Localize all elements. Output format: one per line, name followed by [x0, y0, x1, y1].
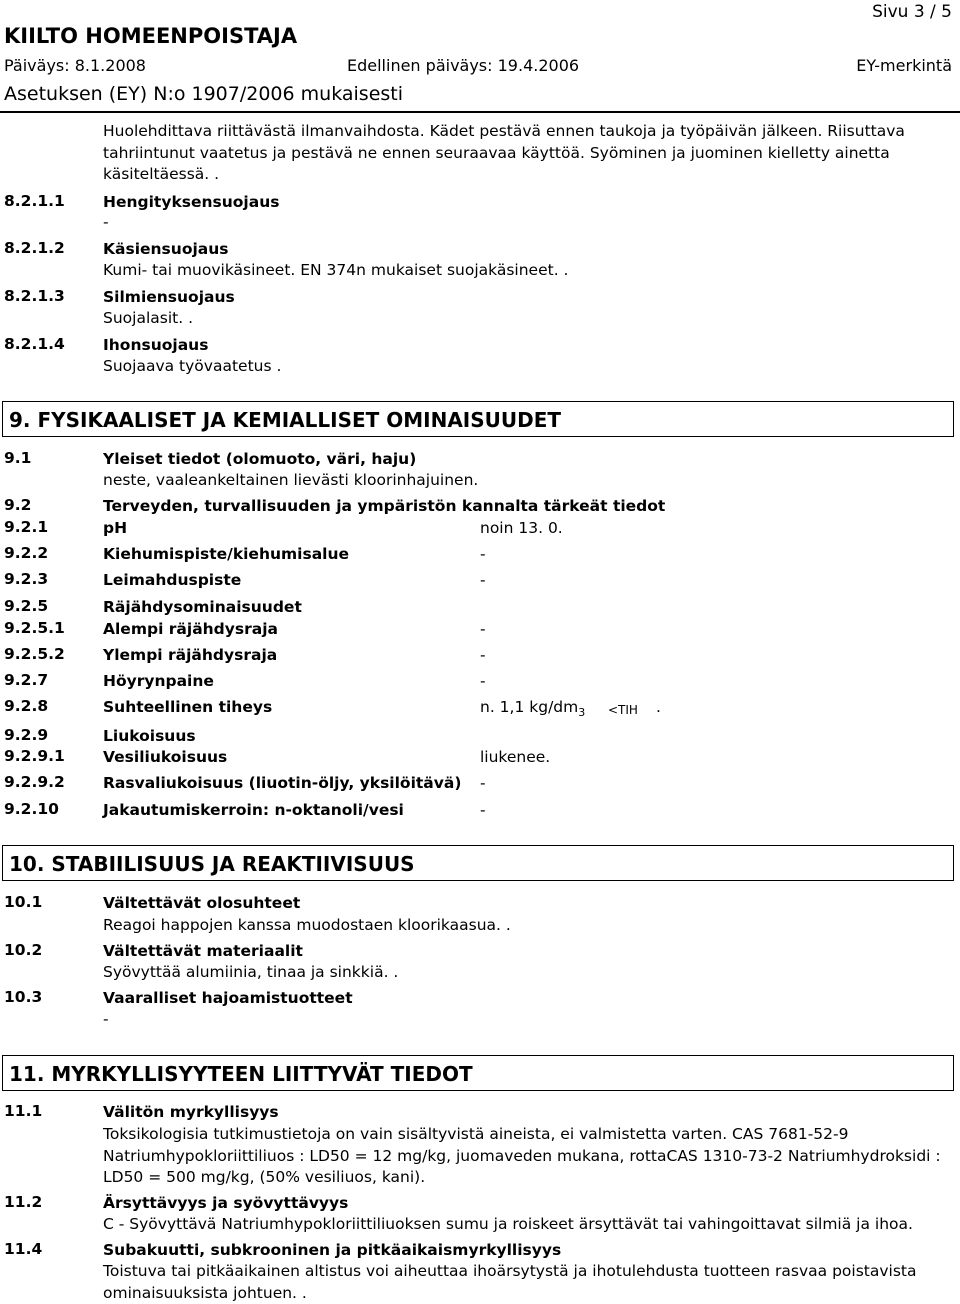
sec11-item-title: Ärsyttävyys ja syövyttävyys	[103, 1194, 349, 1212]
sec9-1-text: neste, vaaleankeltainen lievästi kloorinhajuinen.	[103, 471, 479, 489]
sec8-item-text: Suojalasit. .	[103, 309, 193, 327]
density-extra: <TIH	[608, 703, 638, 717]
property-label: Ylempi räjähdysraja	[103, 646, 278, 664]
density-value: n. 1,1 kg/dm	[480, 698, 579, 716]
sec11-item-num: 11.2	[4, 1193, 43, 1211]
property-num: 9.2.5	[4, 597, 49, 615]
sec10-item-num: 10.1	[4, 893, 43, 911]
sec8-item-num: 8.2.1.3	[4, 287, 65, 305]
property-label: Kiehumispiste/kiehumisalue	[103, 545, 350, 563]
property-label: Alempi räjähdysraja	[103, 620, 278, 638]
property-num: 9.2.3	[4, 570, 49, 588]
sec10-item-title: Vältettävät olosuhteet	[103, 894, 301, 912]
sec8-item-text: Suojaava työvaatetus .	[103, 357, 282, 375]
sec8-item-title: Käsiensuojaus	[103, 240, 229, 258]
sec11-item-text: Toksikologisia tutkimustietoja on vain sisältyvistä aineista, ei valmistetta varten. CAS 7681-52-9 Natriumhypokloriittiliuos : LD50 = 12 mg/kg, juomaveden mukana, rottaCAS 1310-73-2 Natriumhydroksidi : LD50 = 500 mg/kg, (50% vesiliuos, kani).	[103, 1125, 941, 1186]
sec9-1-num: 9.1	[4, 449, 32, 467]
property-num: 9.2.9	[4, 726, 49, 744]
sec11-item-title: Välitön myrkyllisyys	[103, 1103, 279, 1121]
sec8-item-title: Hengityksensuojaus	[103, 193, 280, 211]
property-num: 9.2.5.2	[4, 645, 65, 663]
property-num: 9.2.9.2	[4, 773, 65, 791]
property-value: -	[480, 571, 486, 589]
property-value: -	[480, 545, 486, 563]
property-num: 9.2.5.1	[4, 619, 65, 637]
property-value: -	[480, 801, 486, 819]
ec-marking: EY-merkintä	[856, 56, 952, 75]
property-value: noin 13. 0.	[480, 519, 563, 537]
property-value: -	[480, 672, 486, 690]
section-10-heading: 10. STABIILISUUS JA REAKTIIVISUUS	[2, 845, 954, 881]
sec11-item-text: C - Syövyttävä Natriumhypokloriittiliuoksen sumu ja roiskeet ärsyttävät tai vahingoittavat silmiä ja ihoa.	[103, 1215, 913, 1233]
density-superscript: 3	[578, 706, 586, 719]
property-label: Räjähdysominaisuudet	[103, 598, 302, 616]
density-extra-end: .	[656, 698, 661, 716]
property-num: 9.2.2	[4, 544, 49, 562]
property-label: Suhteellinen tiheys	[103, 698, 273, 716]
property-label: Rasvaliukoisuus (liuotin-öljy, yksilöitävä)	[103, 774, 462, 792]
sec8-item-num: 8.2.1.2	[4, 239, 65, 257]
product-name: KIILTO HOMEENPOISTAJA	[4, 24, 298, 48]
section-11-heading: 11. MYRKYLLISYYTEEN LIITTYVÄT TIEDOT	[2, 1055, 954, 1091]
sec8-intro: Huolehdittava riittävästä ilmanvaihdosta. Kädet pestävä ennen taukoja ja työpäivän jälkeen. Riisuttava tahriintunut vaatetus ja pestävä ne ennen seuraavaa käyttöä. Syöminen ja juominen kielletty ainetta käsiteltäessä. .	[103, 122, 905, 183]
property-value: liukenee.	[480, 748, 551, 766]
sec11-item-text: Toistuva tai pitkäaikainen altistus voi aiheuttaa ihoärsytystä ja ihotulehdusta tuotteen rasvaa poistavista ominaisuuksista johtuen. .	[103, 1262, 917, 1302]
property-num: 9.2.8	[4, 697, 49, 715]
sec8-item-title: Silmiensuojaus	[103, 288, 235, 306]
sec10-item-text: -	[103, 1010, 109, 1028]
sec10-item-num: 10.3	[4, 988, 43, 1006]
sec10-item-text: Syövyttää alumiinia, tinaa ja sinkkiä. .	[103, 963, 399, 981]
property-value: -	[480, 646, 486, 664]
sec8-item-text: Kumi- tai muovikäsineet. EN 374n mukaiset suojakäsineet. .	[103, 261, 569, 279]
property-label: Liukoisuus	[103, 727, 196, 745]
sec10-item-text: Reagoi happojen kanssa muodostaen kloorikaasua. .	[103, 916, 511, 934]
property-label: Höyrynpaine	[103, 672, 214, 690]
page-number: Sivu 3 / 5	[872, 2, 952, 22]
sec9-1-title: Yleiset tiedot (olomuoto, väri, haju)	[103, 450, 417, 468]
property-num: 9.2.7	[4, 671, 49, 689]
sec10-item-title: Vältettävät materiaalit	[103, 942, 303, 960]
property-num: 9.2.9.1	[4, 747, 65, 765]
property-value: -	[480, 620, 486, 638]
property-label: Leimahduspiste	[103, 571, 242, 589]
date: Päiväys: 8.1.2008	[4, 56, 146, 75]
previous-date: Edellinen päiväys: 19.4.2006	[347, 56, 580, 75]
property-num: 9.2.1	[4, 518, 49, 536]
section-9-heading: 9. FYSIKAALISET JA KEMIALLISET OMINAISUUDET	[2, 401, 954, 437]
property-num: 9.2.10	[4, 800, 59, 818]
sec11-item-title: Subakuutti, subkrooninen ja pitkäaikaismyrkyllisyys	[103, 1241, 562, 1259]
property-label: pH	[103, 519, 128, 537]
regulation: Asetuksen (EY) N:o 1907/2006 mukaisesti	[4, 83, 404, 105]
sec9-2-title: Terveyden, turvallisuuden ja ympäristön kannalta tärkeät tiedot	[103, 497, 666, 515]
property-label: Jakautumiskerroin: n-oktanoli/vesi	[103, 801, 404, 819]
sec8-item-num: 8.2.1.1	[4, 192, 65, 210]
sec10-item-title: Vaaralliset hajoamistuotteet	[103, 989, 353, 1007]
header-divider	[0, 111, 960, 113]
property-label: Vesiliukoisuus	[103, 748, 228, 766]
sec8-item-title: Ihonsuojaus	[103, 336, 209, 354]
sec11-item-num: 11.1	[4, 1102, 43, 1120]
property-value: -	[480, 774, 486, 792]
property-value	[480, 697, 585, 723]
sec9-2-num: 9.2	[4, 496, 32, 514]
sec8-item-num: 8.2.1.4	[4, 335, 65, 353]
sec8-item-text: -	[103, 213, 109, 231]
sec10-item-num: 10.2	[4, 941, 43, 959]
sec11-item-num: 11.4	[4, 1240, 43, 1258]
